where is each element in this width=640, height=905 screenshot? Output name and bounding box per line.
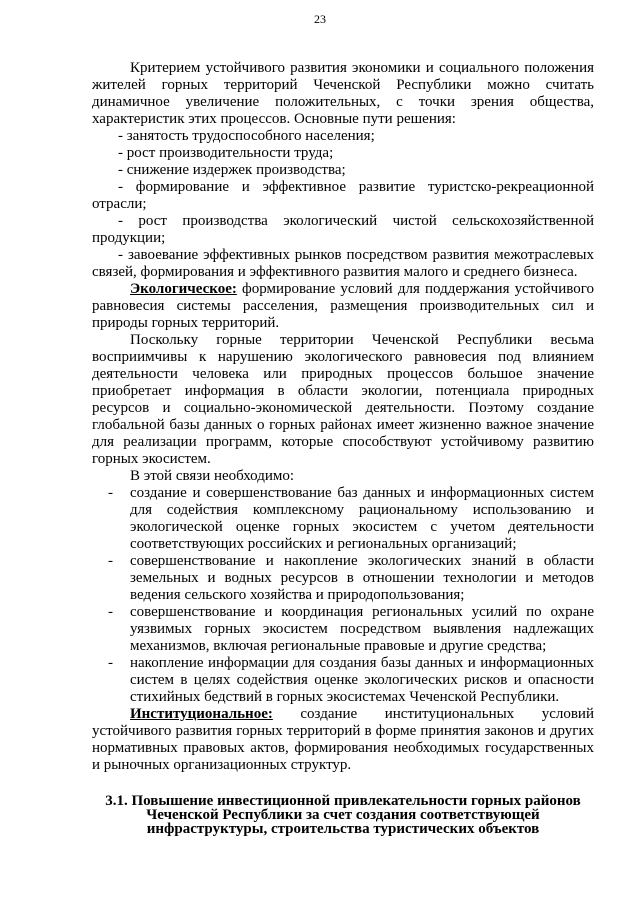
necessary-intro: В этой связи необходимо: (130, 468, 295, 484)
necessary-item-text: создание и совершенствование баз данных и информационных систем для содействия комплексному рациональному использованию и экологической оценке горных экосистем с учетом деятельности соответствующих российских и региональных организаций; (130, 485, 594, 552)
dash-bullet: - (108, 604, 113, 620)
solution-item: - занятость трудоспособного населения; (118, 128, 375, 144)
ecological-text: формирование условий для поддержания устойчивого равновесия системы расселения, размещения производительных сил и природы горных территорий. (92, 281, 594, 331)
intro-paragraph: Критерием устойчивого развития экономики и социального положения жителей горных территорий Чеченской Республики можно считать динамичное увеличение положительных, с точки зрения общества, характеристик этих процессов. Основные пути решения: (92, 60, 594, 127)
ecological-paragraph (92, 281, 594, 332)
section-heading (92, 794, 594, 836)
solution-list (92, 128, 594, 281)
ecology-info-paragraph: Поскольку горные территории Чеченской Республики весьма восприимчивы к нарушению экологического равновесия под влиянием деятельности человека или природных процессов большое значение приобретает информация в области экологии, потенциала природных ресурсов и социально-экономической деятельности. Поэтому создание глобальной базы данных о горных районах имеет жизненно важное значение для реализации программ, которые способствуют устойчивому развитию горных экосистем. (92, 332, 594, 467)
necessary-item (92, 553, 594, 604)
dash-bullet: - (108, 655, 113, 671)
solution-item: - снижение издержек производства; (118, 162, 346, 178)
section-heading-line: 3.1. Повышение инвестиционной привлекательности горных районов (105, 793, 581, 809)
necessary-item (92, 655, 594, 706)
document-body (92, 60, 594, 836)
solution-item: - рост производства экологический чистой сельскохозяйственной продукции; (92, 213, 594, 246)
section-heading-line: Чеченской Республики за счет создания соответствующей (146, 807, 540, 823)
necessary-item-text: накопление информации для создания базы данных и информационных систем в целях содействия оценке экологических рисков и опасности стихийных бедствий в горных экосистемах Чеченской Республики. (130, 655, 594, 705)
necessary-item-text: совершенствование и координация региональных усилий по охране уязвимых горных экосистем посредством выявления надлежащих механизмов, включая региональные правовые и другие средства; (130, 604, 594, 654)
dash-bullet: - (108, 553, 113, 569)
institutional-text: создание институциональных условий устойчивого развития горных территорий в форме принятия законов и других нормативных правовых актов, формирования необходимых государственных и рыночных организационных структур. (92, 706, 594, 773)
necessary-item-text: совершенствование и накопление экологических знаний в области земельных и водных ресурсов в отношении технологии и методов ведения сельского хозяйства и природопользования; (130, 553, 594, 603)
institutional-lead: Институциональное: (130, 706, 273, 722)
solution-item: - рост производительности труда; (118, 145, 334, 161)
institutional-paragraph (92, 706, 594, 774)
solution-item: - формирование и эффективное развитие туристско-рекреационной отрасли; (92, 179, 594, 212)
solution-item: - завоевание эффективных рынков посредством развития межотраслевых связей, формирования и эффективного развития малого и среднего бизнеса. (92, 247, 594, 280)
necessary-item (92, 604, 594, 655)
section-heading-line: инфраструктуры, строительства туристических объектов (146, 821, 540, 837)
ecological-lead: Экологическое: (130, 281, 237, 297)
necessary-item (92, 485, 594, 553)
necessary-list (92, 485, 594, 706)
dash-bullet: - (108, 485, 113, 501)
page-number: 23 (314, 12, 326, 26)
